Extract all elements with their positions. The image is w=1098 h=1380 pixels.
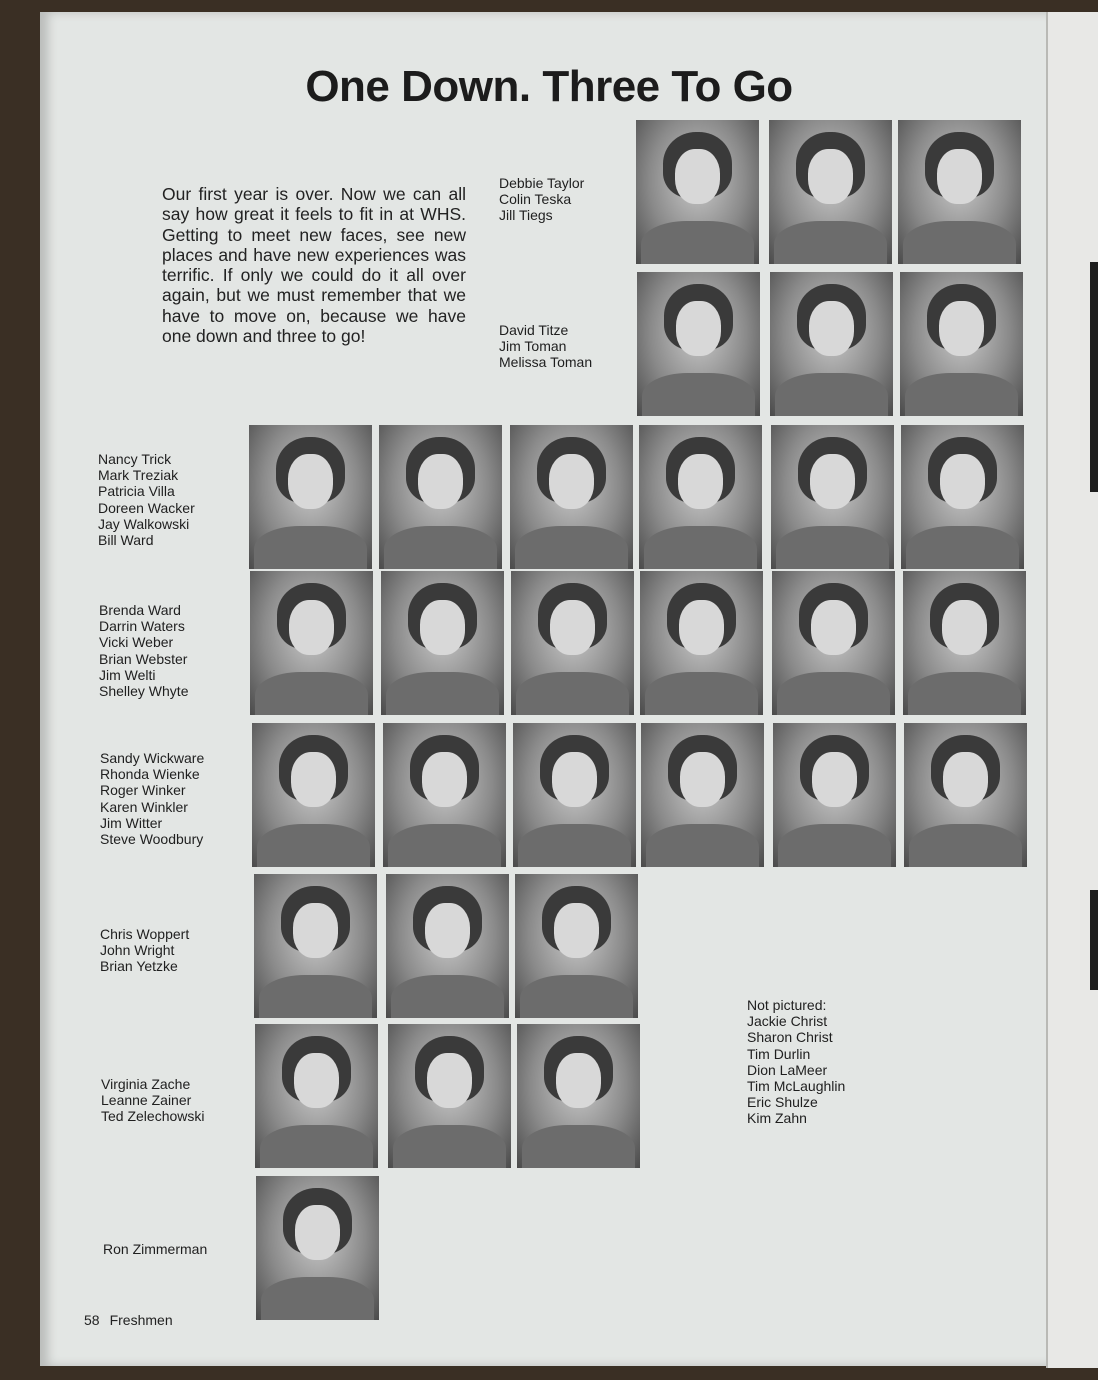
student-portrait-photo	[517, 1024, 640, 1168]
student-portrait-photo	[511, 571, 634, 715]
student-portrait-photo	[513, 723, 636, 867]
student-name: John Wright	[100, 942, 175, 959]
name-list	[98, 451, 195, 548]
student-portrait-photo	[901, 425, 1024, 569]
student-name: Tim Durlin	[747, 1045, 811, 1062]
section-name: Freshmen	[109, 1312, 173, 1328]
student-name: Colin Teska	[499, 191, 572, 208]
student-portrait-photo	[772, 571, 895, 715]
student-portrait-photo	[903, 571, 1026, 715]
student-name: Steve Woodbury	[100, 831, 204, 848]
student-name: Melissa Toman	[499, 354, 593, 371]
student-name: Eric Shulze	[747, 1094, 818, 1111]
page-tab-mark	[1090, 262, 1098, 492]
student-name: Debbie Taylor	[499, 175, 585, 191]
student-name: Dion LaMeer	[747, 1061, 828, 1078]
student-name: Patricia Villa	[98, 483, 175, 500]
student-name: Mark Treziak	[98, 467, 179, 484]
student-name: Bill Ward	[98, 532, 154, 549]
not-pictured-heading: Not pictured:	[747, 997, 827, 1013]
student-name: Jim Welti	[99, 666, 156, 683]
student-portrait-photo	[383, 723, 506, 867]
student-portrait-photo	[252, 723, 375, 867]
student-name: Doreen Wacker	[98, 499, 195, 516]
student-name: Leanne Zainer	[101, 1092, 192, 1109]
page-folio	[84, 1312, 183, 1328]
student-portrait-photo	[639, 425, 762, 569]
student-name: Brenda Ward	[99, 602, 181, 618]
student-portrait-photo	[249, 425, 372, 569]
name-list	[100, 750, 204, 847]
student-portrait-photo	[381, 571, 504, 715]
student-name: Darrin Waters	[99, 618, 185, 635]
student-name: Shelley Whyte	[99, 683, 189, 700]
page-title: One Down. Three To Go	[305, 62, 793, 111]
facing-page-edge	[1046, 12, 1098, 1368]
page-tab-mark	[1090, 890, 1098, 990]
student-name: Jay Walkowski	[98, 515, 190, 532]
student-name: Sandy Wickware	[100, 750, 205, 766]
student-name: Jackie Christ	[747, 1013, 828, 1030]
student-portrait-photo	[898, 120, 1021, 264]
student-portrait-photo	[250, 571, 373, 715]
name-list	[100, 926, 189, 975]
student-portrait-photo	[900, 272, 1023, 416]
student-portrait-photo	[515, 874, 638, 1018]
student-name: Brian Webster	[99, 650, 188, 667]
student-portrait-photo	[255, 1024, 378, 1168]
student-portrait-photo	[388, 1024, 511, 1168]
student-name: Jim Witter	[100, 814, 163, 831]
student-name: Vicki Weber	[99, 634, 174, 651]
student-name: Chris Woppert	[100, 926, 190, 942]
student-name: Kim Zahn	[747, 1110, 807, 1127]
student-name: Ron Zimmerman	[103, 1241, 208, 1257]
student-name: Jill Tiegs	[499, 207, 553, 224]
student-portrait-photo	[771, 425, 894, 569]
student-name: Sharon Christ	[747, 1029, 833, 1046]
page-number: 58	[84, 1312, 100, 1328]
name-list	[499, 322, 592, 371]
student-name: Tim McLaughlin	[747, 1078, 846, 1095]
name-list	[499, 175, 584, 224]
name-list	[99, 602, 188, 699]
student-name: Nancy Trick	[98, 451, 172, 467]
student-portrait-photo	[636, 120, 759, 264]
student-portrait-photo	[254, 874, 377, 1018]
name-list	[103, 1241, 207, 1257]
name-list	[101, 1076, 205, 1125]
student-name: Brian Yetzke	[100, 958, 178, 975]
not-pictured-list	[747, 997, 845, 1127]
student-portrait-photo	[256, 1176, 379, 1320]
student-name: Jim Toman	[499, 338, 567, 355]
student-portrait-photo	[773, 723, 896, 867]
student-portrait-photo	[640, 571, 763, 715]
student-portrait-photo	[379, 425, 502, 569]
student-name: Virginia Zache	[101, 1076, 191, 1092]
intro-paragraph: Our first year is over. Now we can all say how great it feels to fit in at WHS. Getting to meet new faces, see new places and have new experiences was terrific. If only we could do it all over again, but we must remember that we have to move on, because we have one down and three to go!	[162, 184, 466, 347]
student-portrait-photo	[386, 874, 509, 1018]
student-portrait-photo	[637, 272, 760, 416]
student-portrait-photo	[641, 723, 764, 867]
student-portrait-photo	[769, 120, 892, 264]
student-name: Karen Winkler	[100, 798, 188, 815]
student-portrait-photo	[770, 272, 893, 416]
student-name: Rhonda Wienke	[100, 766, 200, 783]
student-name: Ted Zelechowski	[101, 1108, 205, 1125]
student-portrait-photo	[510, 425, 633, 569]
student-name: Roger Winker	[100, 782, 186, 799]
student-name: David Titze	[499, 322, 569, 338]
student-portrait-photo	[904, 723, 1027, 867]
